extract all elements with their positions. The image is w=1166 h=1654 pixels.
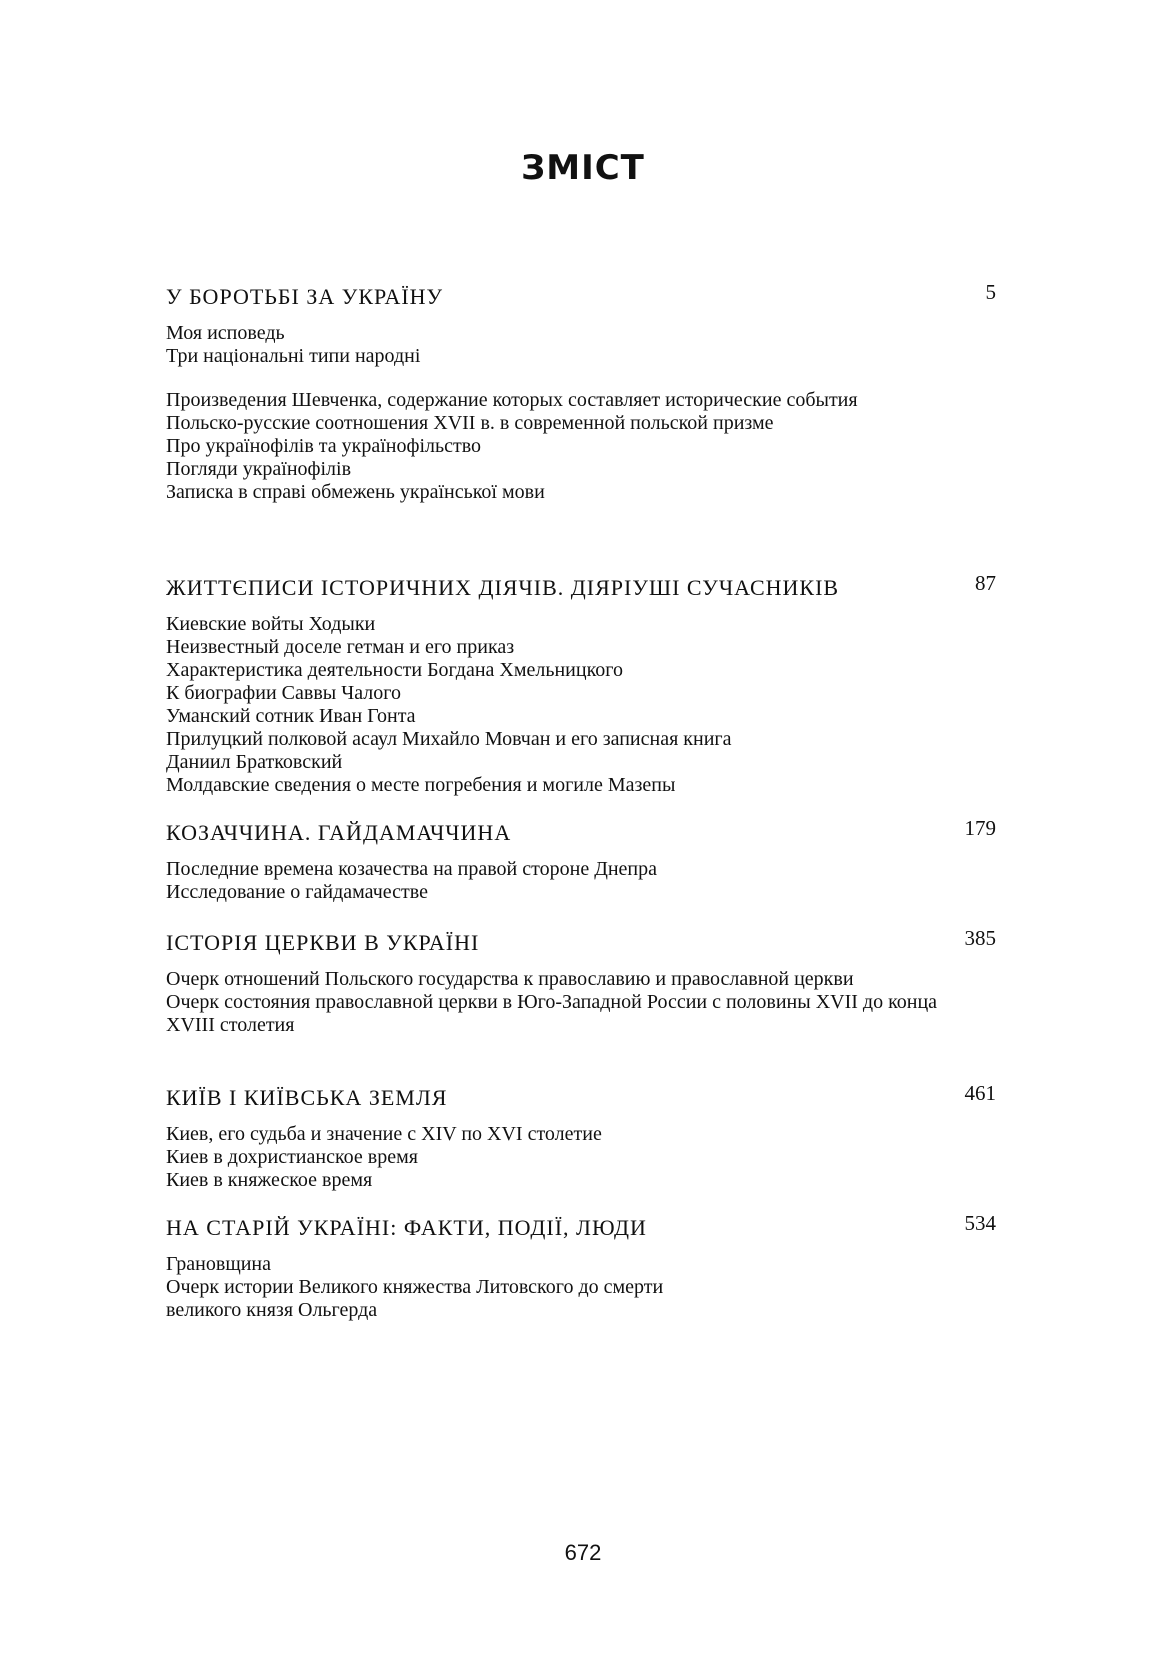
- section-heading: [166, 1081, 996, 1115]
- section-page-number: 461: [964, 1081, 996, 1105]
- toc-entry: Киевские войты Ходыки: [166, 613, 376, 635]
- toc-entry: Уманский сотник Иван Гонта: [166, 705, 416, 727]
- toc-entry: Киев, его судьба и значение с XIV по XVI столетие: [166, 1123, 602, 1145]
- page-number: 672: [564, 1540, 602, 1565]
- toc-entry: Очерк отношений Польского государства к православию и православной церкви: [166, 968, 854, 990]
- toc-section: [166, 1081, 996, 1192]
- section-heading-title: ЖИТТЄПИСИ ІСТОРИЧНИХ ДІЯЧІВ. ДІЯРІУШІ СУЧАСНИКІВ: [166, 575, 840, 600]
- toc-entry: Последние времена козачества на правой стороне Днепра: [166, 858, 657, 880]
- toc-entry: Даниил Братковский: [166, 751, 343, 773]
- section-page-number: 385: [964, 926, 996, 950]
- toc-entry: Исследование о гайдамачестве: [166, 881, 428, 903]
- toc-entry: Произведения Шевченка, содержание которых составляет исторические события: [166, 389, 858, 411]
- toc-entry: Записка в справі обмежень української мови: [166, 481, 545, 503]
- section-heading-title: НА СТАРІЙ УКРАЇНІ: ФАКТИ, ПОДІЇ, ЛЮДИ: [166, 1215, 647, 1240]
- section-heading: [166, 926, 996, 960]
- section-heading: [166, 280, 996, 314]
- toc-section: [166, 1211, 996, 1322]
- toc-entry: Киев в княжеское время: [166, 1169, 373, 1191]
- section-heading-title: ІСТОРІЯ ЦЕРКВИ В УКРАЇНІ: [166, 930, 480, 955]
- section-page-number: 534: [964, 1211, 996, 1235]
- toc-section: [166, 571, 996, 797]
- section-page-number: 87: [975, 571, 996, 595]
- toc-entry: Польско-русские соотношения XVII в. в современной польской призме: [166, 412, 774, 434]
- toc-entry: Очерк истории Великого княжества Литовского до смерти великого князя Ольгерда: [166, 1276, 664, 1321]
- toc-section: [166, 816, 996, 904]
- toc-entry: Про українофілів та українофільство: [166, 435, 482, 457]
- section-entries: [166, 1253, 996, 1322]
- toc-section: [166, 926, 996, 1037]
- section-heading: [166, 571, 996, 605]
- toc-entry: Киев в дохристианское время: [166, 1146, 418, 1168]
- section-entries: [166, 322, 996, 504]
- toc-entry: К биографии Саввы Чалого: [166, 682, 401, 704]
- section-entries: [166, 968, 996, 1037]
- section-entries: [166, 613, 996, 797]
- section-heading-title: КОЗАЧЧИНА. ГАЙДАМАЧЧИНА: [166, 820, 512, 845]
- toc-entry: Три національні типи народні: [166, 345, 421, 367]
- section-entries: [166, 858, 996, 904]
- toc-entry: Очерк состояния православной церкви в Юго-Западной России с половины XVII до конца XVIII столетия: [166, 991, 938, 1036]
- section-heading-title: КИЇВ І КИЇВСЬКА ЗЕМЛЯ: [166, 1085, 448, 1110]
- toc-entry: Моя исповедь: [166, 322, 285, 344]
- section-page-number: 5: [985, 280, 996, 304]
- toc-entry: Неизвестный доселе гетман и его приказ: [166, 636, 515, 658]
- section-page-number: 179: [964, 816, 996, 840]
- section-heading: [166, 816, 996, 850]
- toc-entry: Прилуцкий полковой асаул Михайло Мовчан и его записная книга: [166, 728, 732, 750]
- toc-entry: Погляди українофілів: [166, 458, 352, 480]
- toc-entry: Грановщина: [166, 1253, 272, 1275]
- section-heading-title: У БОРОТЬБІ ЗА УКРАЇНУ: [166, 284, 444, 309]
- section-heading: [166, 1211, 996, 1245]
- page-title: ЗМІСТ: [521, 148, 645, 188]
- toc-entry: Молдавские сведения о месте погребения и могиле Мазепы: [166, 774, 676, 796]
- section-entries: [166, 1123, 996, 1192]
- toc-section: [166, 280, 996, 504]
- toc-entry: Характеристика деятельности Богдана Хмельницкого: [166, 659, 623, 681]
